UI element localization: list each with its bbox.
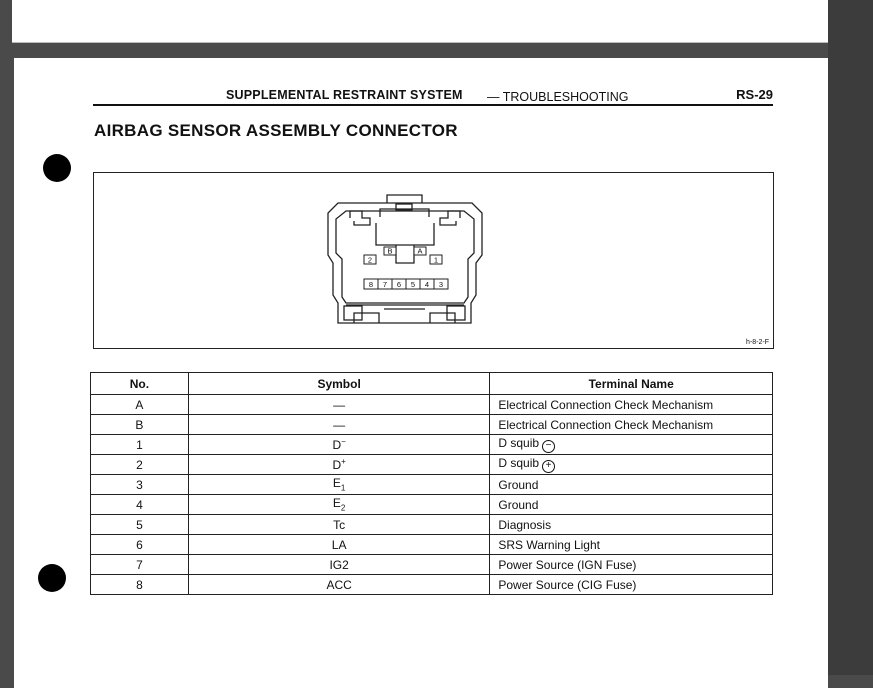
table-row xyxy=(91,395,773,415)
row-symbol: D+ xyxy=(188,455,490,475)
row-no: 1 xyxy=(91,435,189,455)
table-row xyxy=(91,555,773,575)
pin-label-6: 6 xyxy=(396,280,402,289)
table-row xyxy=(91,575,773,595)
pin-label-4: 4 xyxy=(424,280,430,289)
row-terminal-name: Power Source (IGN Fuse) xyxy=(490,555,773,575)
pin-label-3: 3 xyxy=(438,280,444,289)
row-terminal-name: Electrical Connection Check Mechanism xyxy=(490,415,773,435)
pin-label-2: 2 xyxy=(367,255,373,265)
terminal-table xyxy=(90,372,773,595)
row-symbol: IG2 xyxy=(188,555,490,575)
row-no: 8 xyxy=(91,575,189,595)
row-symbol: $E_1$ xyxy=(188,475,490,495)
table-row xyxy=(91,415,773,435)
row-terminal-name: Power Source (CIG Fuse) xyxy=(490,575,773,595)
row-terminal-name: D squib − xyxy=(490,435,773,455)
row-symbol: D− xyxy=(188,435,490,455)
previous-page-edge xyxy=(12,0,828,43)
table-row xyxy=(91,495,773,515)
row-terminal-name: Ground xyxy=(490,475,773,495)
binder-hole-bottom xyxy=(38,564,66,592)
table-header-row xyxy=(91,373,773,395)
minus-circle-icon: − xyxy=(542,440,555,453)
section-title: AIRBAG SENSOR ASSEMBLY CONNECTOR xyxy=(94,121,458,140)
page-number: RS-29 xyxy=(736,87,773,102)
row-terminal-name: D squib + xyxy=(490,455,773,475)
figure-id: h-8-2-F xyxy=(746,339,769,346)
row-symbol: $E_2$ xyxy=(188,495,490,515)
header-terminal-name: Terminal Name xyxy=(490,373,773,395)
row-no: 6 xyxy=(91,535,189,555)
header-subtitle: — TROUBLESHOOTING xyxy=(487,90,629,104)
connector-figure xyxy=(93,172,774,349)
pin-label-8: 8 xyxy=(368,280,374,289)
table-row xyxy=(91,455,773,475)
page-header xyxy=(93,88,773,106)
row-symbol: Tc xyxy=(188,515,490,535)
table-row xyxy=(91,515,773,535)
table-row xyxy=(91,535,773,555)
table-row xyxy=(91,435,773,455)
pin-label-5: 5 xyxy=(410,280,416,289)
row-symbol: LA xyxy=(188,535,490,555)
plus-circle-icon: + xyxy=(542,460,555,473)
connector-diagram xyxy=(94,173,775,350)
row-symbol: — xyxy=(188,415,490,435)
symbol-subscript: 2 xyxy=(340,503,346,513)
row-symbol: — xyxy=(188,395,490,415)
header-no: No. xyxy=(91,373,189,395)
pin-label-B: B xyxy=(387,246,393,256)
row-no: B xyxy=(91,415,189,435)
header-title: SUPPLEMENTAL RESTRAINT SYSTEM xyxy=(226,88,463,102)
row-terminal-name: Electrical Connection Check Mechanism xyxy=(490,395,773,415)
row-no: 5 xyxy=(91,515,189,535)
row-no: 4 xyxy=(91,495,189,515)
symbol-superscript: + xyxy=(341,457,346,466)
binder-hole-top xyxy=(43,154,71,182)
pin-label-A: A xyxy=(417,246,423,256)
row-no: 3 xyxy=(91,475,189,495)
pin-label-7: 7 xyxy=(382,280,388,289)
row-terminal-name: SRS Warning Light xyxy=(490,535,773,555)
row-no: 2 xyxy=(91,455,189,475)
symbol-subscript: 1 xyxy=(340,483,346,493)
pin-label-1: 1 xyxy=(433,255,439,265)
table-row xyxy=(91,475,773,495)
viewer-background xyxy=(828,0,873,675)
header-symbol: Symbol xyxy=(188,373,490,395)
symbol-superscript: − xyxy=(341,437,346,446)
row-no: 7 xyxy=(91,555,189,575)
row-terminal-name: Ground xyxy=(490,495,773,515)
row-terminal-name: Diagnosis xyxy=(490,515,773,535)
row-no: A xyxy=(91,395,189,415)
row-symbol: ACC xyxy=(188,575,490,595)
